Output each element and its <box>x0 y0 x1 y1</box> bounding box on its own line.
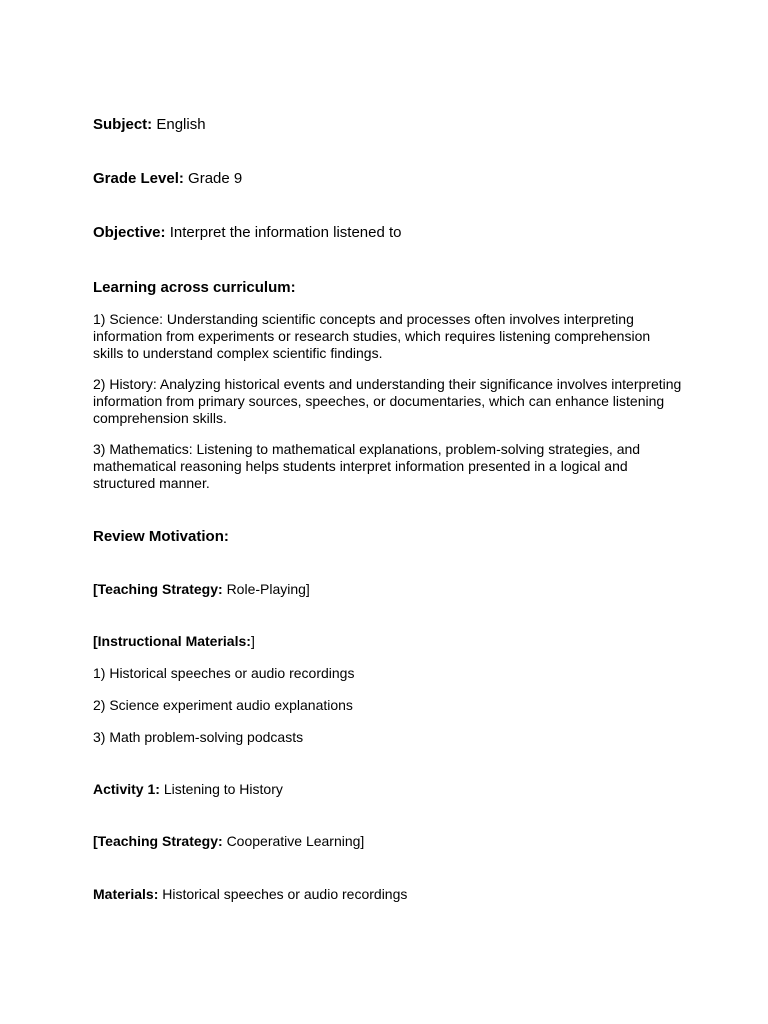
teaching-strategy-2-open-bracket: [ <box>93 833 98 849</box>
instructional-materials-close-bracket: ] <box>250 633 255 649</box>
objective-line <box>93 224 683 241</box>
activity-1-label: Activity 1: <box>93 781 160 797</box>
material-item-historical-speeches: 1) Historical speeches or audio recordings <box>93 665 355 681</box>
activity-1-value: Listening to History <box>163 781 283 797</box>
review-motivation-heading: Review Motivation: <box>93 528 229 545</box>
instructional-materials-label: Instructional Materials: <box>97 633 251 649</box>
subject-label: Subject: <box>93 116 153 133</box>
subject-line <box>93 116 683 133</box>
instructional-materials-heading <box>93 633 683 650</box>
teaching-strategy-role-playing-line <box>93 581 683 598</box>
curriculum-item-science: 1) Science: Understanding scientific concepts and processes often involves interpreting information from experiments or research studies, which requires listening comprehension skills to understand complex scientific findings. <box>93 311 651 361</box>
teaching-strategy-cooperative-line <box>93 833 683 850</box>
curriculum-item-mathematics: 3) Mathematics: Listening to mathematical explanations, problem-solving strategies, and mathematical reasoning helps students interpret information presented in a logical and structured manner. <box>93 441 641 491</box>
teaching-strategy-2-value: Cooperative Learning] <box>226 833 365 849</box>
objective-value: Interpret the information listened to <box>169 224 402 241</box>
curriculum-item-history: 2) History: Analyzing historical events and understanding their significance involves interpreting information from primary sources, speeches, or documentaries, which can enhance listening comprehension skills. <box>93 376 682 426</box>
teaching-strategy-value: Role-Playing] <box>226 581 310 597</box>
materials-line <box>93 886 683 903</box>
materials-value: Historical speeches or audio recordings <box>162 886 408 902</box>
activity-1-line <box>93 781 683 798</box>
teaching-strategy-2-label: Teaching Strategy: <box>97 833 223 849</box>
materials-label: Materials: <box>93 886 159 902</box>
teaching-strategy-label: Teaching Strategy: <box>97 581 223 597</box>
learning-across-curriculum-heading: Learning across curriculum: <box>93 279 296 296</box>
objective-label: Objective: <box>93 224 166 241</box>
material-item-math-podcasts: 3) Math problem-solving podcasts <box>93 729 304 745</box>
material-item-science-audio: 2) Science experiment audio explanations <box>93 697 353 713</box>
grade-level-label: Grade Level: <box>93 170 184 187</box>
subject-value: English <box>156 116 206 133</box>
grade-level-line <box>93 170 683 187</box>
grade-level-value: Grade 9 <box>188 170 243 187</box>
teaching-strategy-open-bracket: [ <box>93 581 98 597</box>
instructional-materials-open-bracket: [ <box>93 633 98 649</box>
